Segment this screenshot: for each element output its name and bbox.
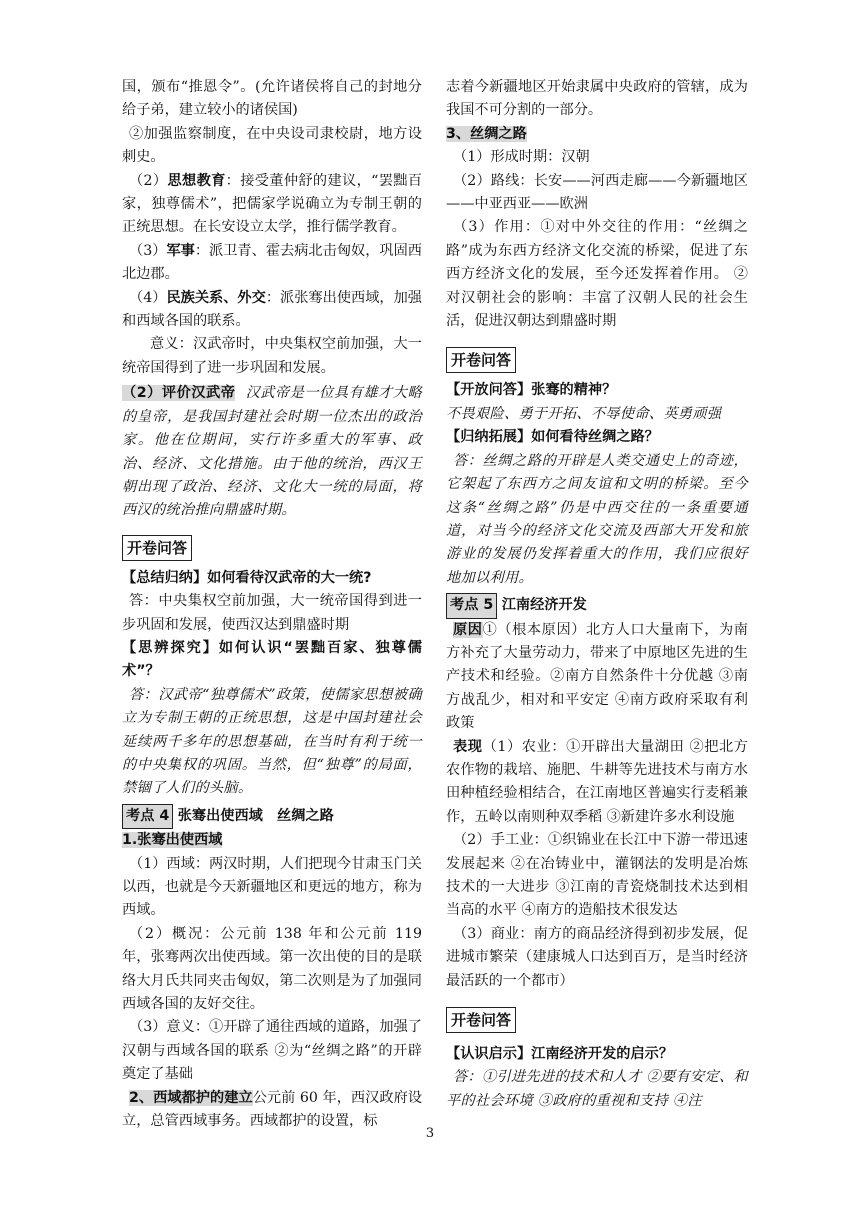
page-number: 3 xyxy=(425,1126,435,1141)
kaodian-badge: 考点 4 xyxy=(122,804,173,829)
answer: 答：丝绸之路的开辟是人类交通史上的奇迹，它架起了东西方之间友谊和文明的桥梁。至今这条“丝绸之路”仍是中西交往的一条重要通道，对当今的经济文化交流及西部大开发和旅游业的发展仍发挥着重大的作用，我们应很好地加以利用。 xyxy=(446,452,748,586)
paragraph: （2）思想教育：接受董仲舒的建议，“罢黜百家，独尊儒术”，把儒家学说确立为专制王朝的正统思想。在长安设立太学，推行儒学教育。 xyxy=(122,172,422,236)
paragraph: （2）路线：长安——河西走廊——今新疆地区——中亚西亚——欧洲 xyxy=(446,172,748,213)
paragraph: （3）意义：①开辟了通往西域的道路，加强了汉朝与西域各国的联系 ②为“丝绸之路”的开辟奠定了基础 xyxy=(122,1019,422,1083)
question-heading: 【认识启示】江南经济开发的启示？ xyxy=(446,1046,674,1063)
paragraph: （4）民族关系、外交：派张骞出使西域，加强和西域各国的联系。 xyxy=(122,289,422,330)
paragraph: 2、西域都护的建立公元前 60 年，西汉政府设立，总管西域事务。西域都护的设置，标 xyxy=(122,1089,423,1130)
kaodian-heading: 考点 5 江南经济开发 xyxy=(446,593,748,618)
section-heading: 原因 xyxy=(453,621,483,638)
answer: 不畏艰险、勇于开拓、不辱使命、英勇顽强 xyxy=(446,405,722,422)
paragraph: （2）评价汉武帝 汉武帝是一位具有雄才大略的皇帝，是我国封建社会时期一位杰出的政治家。他在位期间，实行许多重大的军事、政治、经济、文化措施。由于他的统治，西汉王朝出现了政治、经济、文化大一统的局面，将西汉的统治推向鼎盛时期。 xyxy=(122,385,422,519)
kaodian-heading: 考点 4 张骞出使西域 丝绸之路 xyxy=(122,804,422,829)
question-heading: 【思辨探究】如何认识“罢黜百家、独尊儒术”？ xyxy=(122,639,422,680)
question-heading: 【归纳拓展】如何看待丝绸之路？ xyxy=(446,429,659,446)
paragraph: 国，颁布“推恩令”。(允许诸侯将自己的封地分给子弟，建立较小的诸侯国) xyxy=(122,79,422,119)
section-heading: （2）评价汉武帝 xyxy=(122,385,236,402)
answer: 答：中央集权空前加强，大一统帝国得到进一步巩固和发展，使西汉达到鼎盛时期 xyxy=(122,593,422,633)
kaijuan-label: 开卷问答 xyxy=(446,347,516,373)
right-column xyxy=(446,76,748,1113)
answer: 答：汉武帝“独尊儒术”政策，使儒家思想被确立为专制王朝的正统思想，这是中国封建社会延续两千多年的思想基础，在当时有利于统一的中央集权的巩固。当然，但“独尊”的局面，禁锢了人们的头脑。 xyxy=(122,686,422,797)
kaodian-badge: 考点 5 xyxy=(446,593,497,618)
question-heading: 【开放问答】张骞的精神？ xyxy=(446,382,617,399)
section-heading: 军事 xyxy=(166,242,195,259)
paragraph: 志着今新疆地区开始隶属中央政府的管辖，成为我国不可分割的一部分。 xyxy=(446,79,748,119)
kaijuan-label: 开卷问答 xyxy=(122,535,192,561)
paragraph: 表现（1）农业：①开辟出大量湖田 ②把北方农作物的栽培、施肥、牛耕等先进技术与南方水田种植经验相结合，在江南地区普遍实行麦稻兼作，五岭以南则种双季稻 ③新建许多水利设施 xyxy=(446,738,748,825)
section-heading: 表现 xyxy=(453,738,483,755)
section-heading: 民族关系、外交 xyxy=(166,289,266,306)
subsection-heading: 1.张骞出使西域 xyxy=(122,832,223,849)
paragraph: （2）概况：公元前 138 年和公元前 119 年，张骞两次出使西域。第一次出使的目的是联络大月氏共同夹击匈奴，第二次则是为了加强同西域各国的友好交往。 xyxy=(122,925,422,1013)
kaijuan-label: 开卷问答 xyxy=(446,1007,516,1033)
paragraph: （3）军事：派卫青、霍去病北击匈奴，巩固西北边郡。 xyxy=(122,242,422,283)
paragraph: （1）西域：两汉时期，人们把现今甘肃玉门关以西，也就是今天新疆地区和更远的地方，称为西域。 xyxy=(122,855,422,919)
paragraph: （1）形成时期：汉朝 xyxy=(453,149,590,166)
paragraph: （3）作用：①对中外交往的作用：“丝绸之路”成为东西方经济文化交流的桥梁，促进了东西方经济文化的发展，至今还发挥着作用。 ②对汉朝社会的影响：丰富了汉朝人民的社会生活，促进汉朝达到鼎盛时期 xyxy=(446,219,748,330)
left-column xyxy=(122,76,422,1133)
paragraph: （3）商业：南方的商品经济得到初步发展，促进城市繁荣（建康城人口达到百万，是当时经济最活跃的一个都市） xyxy=(446,925,748,989)
paragraph: （2）手工业：①织锦业在长江中下游一带迅速发展起来 ②在冶铸业中，灌钢法的发明是冶炼技术的一大进步 ③江南的青瓷烧制技术达到相当高的水平 ④南方的造船技术很发达 xyxy=(446,832,748,919)
paragraph: 原因①（根本原因）北方人口大量南下，为南方补充了大量劳动力，带来了中原地区先进的生产技术和经验。②南方自然条件十分优越 ③南方战乱少，相对和平安定 ④南方政府采取有利政策 xyxy=(446,621,748,732)
answer: 答：①引进先进的技术和人才 ②要有安定、和平的社会环境 ③政府的重视和支持 ④注 xyxy=(446,1069,748,1109)
paragraph: 意义：汉武帝时，中央集权空前加强，大一统帝国得到了进一步巩固和发展。 xyxy=(122,336,422,376)
section-heading: 思想教育 xyxy=(167,172,226,189)
subsection-heading: 3、丝绸之路 xyxy=(446,125,527,142)
paragraph: ②加强监察制度，在中央设司隶校尉，地方设刺史。 xyxy=(122,125,422,166)
subsection-heading: 2、西域都护的建立 xyxy=(129,1089,253,1106)
question-heading: 【总结归纳】如何看待汉武帝的大一统? xyxy=(122,569,372,586)
